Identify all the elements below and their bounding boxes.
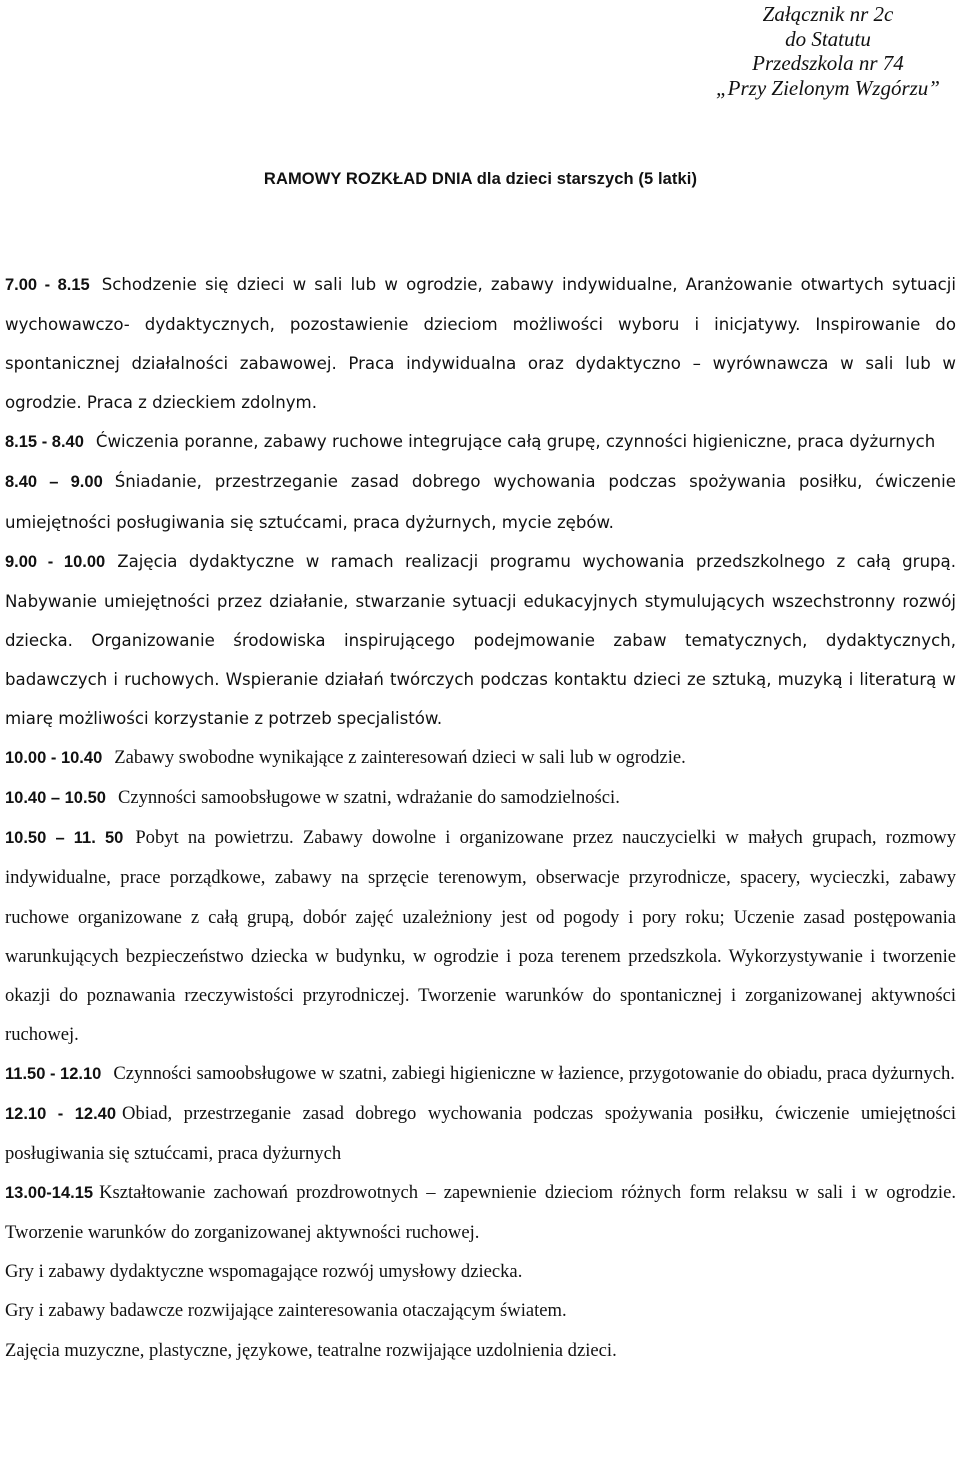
header-line-attachment: Załącznik nr 2c <box>762 2 894 26</box>
activity-line: Gry i zabawy badawcze rozwijające zainteresowania otaczającym światem. <box>5 1300 567 1322</box>
activity-line: Zajęcia muzyczne, plastyczne, językowe, teatralne rozwijające uzdolnienia dzieci. <box>5 1339 617 1361</box>
schedule-time: 11.50 - 12.10 <box>5 1064 102 1083</box>
schedule-entry <box>5 422 956 462</box>
schedule-description: Pobyt na powietrzu. Zabawy dowolne i organizowane przez nauczycielki w małych grupach, rozmowy indywidualne, prace porządkowe, zabawy na sprzęcie terenowym, obserwacje przyrodnicze, spacery, wycieczki, zabawy ruchowe organizowane z całą grupą, dobór zajęć uzależniony jest od pogody i pory roku; Uczenie zasad postępowania warunkujących bezpieczeństwo dziecka w budynku, w ogrodzie i poza terenem przedszkola. Wykorzystywanie i tworzenie okazji do poznawania rzeczywistości przyrodniczej. Tworzenie warunków do spontanicznej i zorganizowanej aktywności ruchowej. <box>5 827 956 1045</box>
document-header <box>716 2 940 100</box>
document-title: RAMOWY ROZKŁAD DNIA dla dzieci starszych (5 latki) <box>263 170 698 188</box>
schedule-description: Śniadanie, przestrzeganie zasad dobrego wychowania podczas spożywania posiłku, ćwiczenie umiejętności posługiwania się sztućcami, praca dyżurnych, mycie zębów. <box>5 472 956 532</box>
schedule-time: 12.10 - 12.40 <box>5 1104 117 1123</box>
schedule-description: Czynności samoobsługowe w szatni, wdrażanie do samodzielności. <box>117 787 620 809</box>
schedule-entry <box>5 1054 956 1094</box>
schedule-entry <box>5 265 956 422</box>
header-line-statute: do Statutu <box>785 26 871 51</box>
schedule-time: 10.40 – 10.50 <box>5 789 106 808</box>
activity-line: Gry i zabawy dydaktyczne wspomagające rozwój umysłowy dziecka. <box>5 1261 523 1283</box>
schedule-entry <box>5 462 956 541</box>
header-line-school-name: „Przy Zielonym Wzgórzu” <box>715 75 940 100</box>
schedule-description: Czynności samoobsługowe w szatni, zabiegi higieniczne w łazience, przygotowanie do obiadu, praca dyżurnych. <box>113 1062 955 1084</box>
schedule-description: Zabawy swobodne wynikające z zainteresowań dzieci w sali lub w ogrodzie. <box>114 747 686 769</box>
schedule-time: 8.15 - 8.40 <box>5 433 84 452</box>
schedule-body <box>5 265 956 1370</box>
schedule-entry <box>5 818 956 1054</box>
header-line-school: Przedszkola nr 74 <box>752 51 904 75</box>
schedule-time: 10.50 – 11. 50 <box>5 829 124 848</box>
schedule-description: Schodzenie się dzieci w sali lub w ogrodzie, zabawy indywidualne, Aranżowanie otwartych sytuacji wychowawczo- dydaktycznych, pozostawienie dzieciom możliwości wyboru i inicjatywy. Inspirowanie do spontanicznej działalności zabawowej. Praca indywidualna oraz dydaktyczno – wyrównawcza w sali lub w ogrodzie. Praca z dzieckiem zdolnym. <box>5 275 957 413</box>
schedule-description: Ćwiczenia poranne, zabawy ruchowe integrujące całą grupę, czynności higieniczne, praca dyżurnych <box>95 432 936 452</box>
schedule-time: 7.00 - 8.15 <box>5 276 90 294</box>
schedule-entry <box>5 542 956 738</box>
schedule-time: 13.00-14.15 <box>5 1184 94 1203</box>
schedule-description: Zajęcia dydaktyczne w ramach realizacji programu wychowania przedszkolnego z całą grupą. Nabywanie umiejętności przez działanie, stwarzanie sytuacji edukacyjnych stymulujących wszechstronny rozwój dziecka. Organizowanie środowiska inspirującego podejmowanie zabaw tematycznych, dydaktycznych, badawczych i ruchowych. Wspieranie działań twórczych podczas kontaktu dzieci ze sztuką, muzyką i literaturą w miarę możliwości korzystanie z potrzeb specjalistów. <box>5 551 956 729</box>
schedule-entry <box>5 1173 956 1252</box>
schedule-entry <box>5 1094 956 1173</box>
schedule-entry <box>5 778 956 818</box>
schedule-description: Kształtowanie zachowań prozdrowotnych – zapewnienie dzieciom różnych form relaksu w sali i w ogrodzie. Tworzenie warunków do zorganizowanej aktywności ruchowej. <box>5 1182 956 1244</box>
schedule-time: 8.40 – 9.00 <box>5 473 103 492</box>
schedule-time: 9.00 - 10.00 <box>5 552 106 571</box>
schedule-description: Obiad, przestrzeganie zasad dobrego wychowania podczas spożywania posiłku, ćwiczenie umiejętności posługiwania się sztućcami, praca dyżurnych <box>5 1102 956 1165</box>
schedule-entry <box>5 738 956 778</box>
schedule-time: 10.00 - 10.40 <box>5 749 103 768</box>
